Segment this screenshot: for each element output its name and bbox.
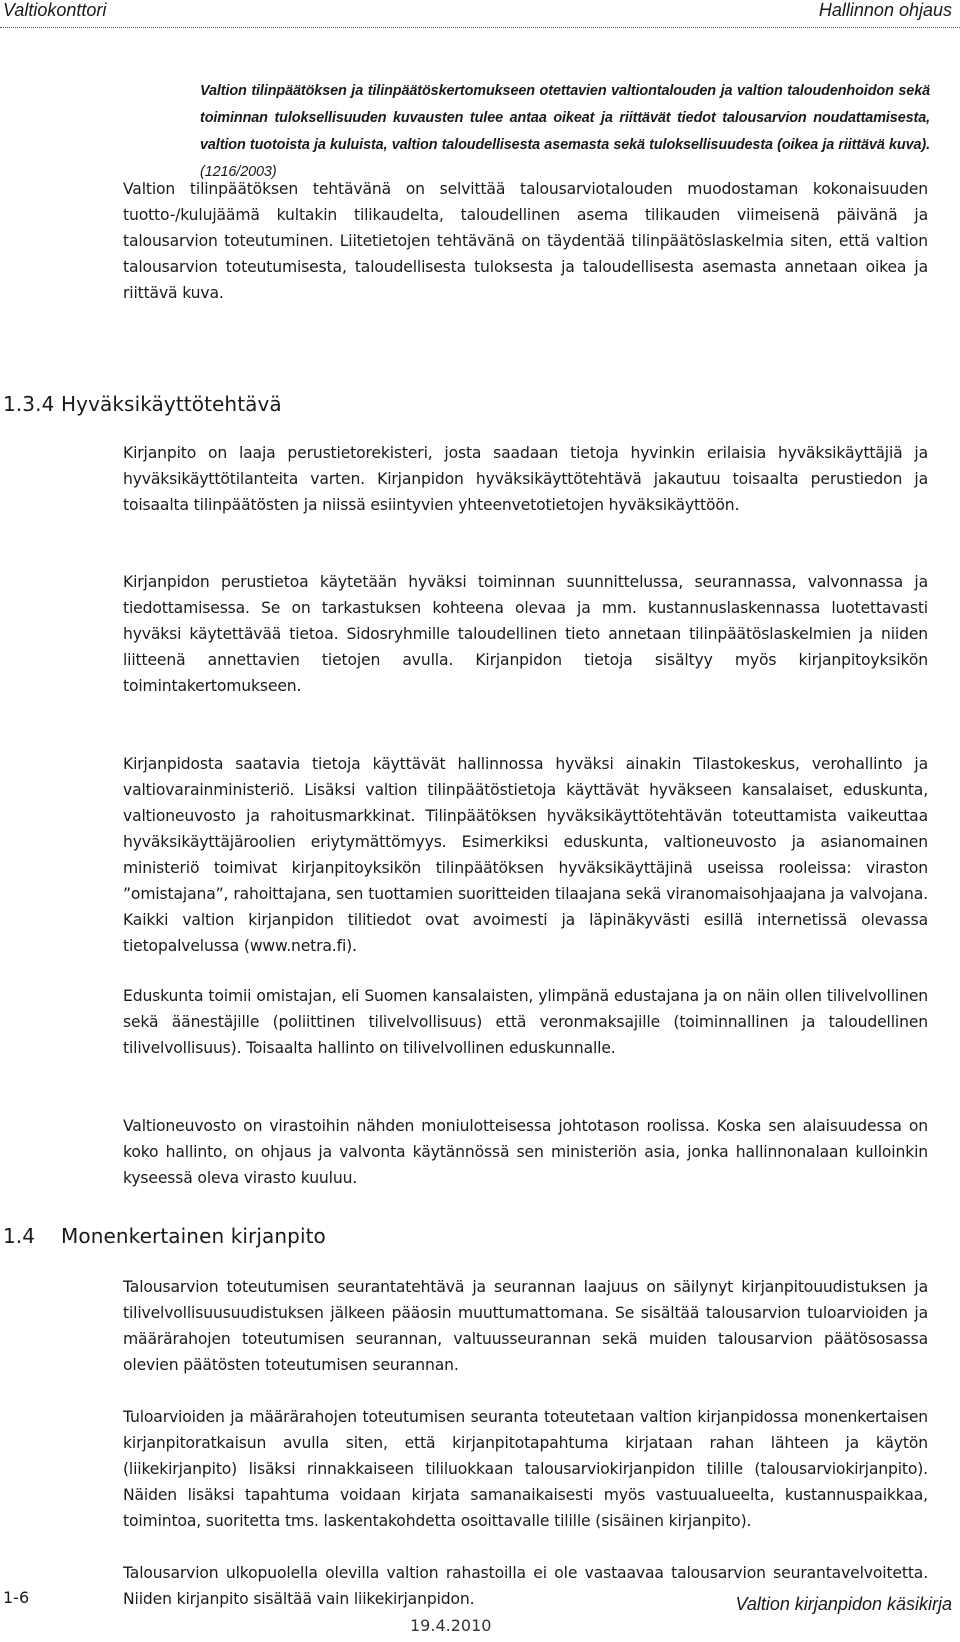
- section-heading-1-3-4: [3, 392, 282, 416]
- paragraph: Tuloarvioiden ja määrärahojen toteutumisen seuranta toteutetaan valtion kirjanpidossa monenkertaisen kirjanpitoratkaisun avulla siten, että kirjanpitotapahtuma kirjataan rahan lähteen ja käytön (liikekirjanpito) lisäksi rinnakkaiseen tililuokkaan talousarviokirjanpidon tilille (talousarviokirjanpito). Näiden lisäksi tapahtuma voidaan kirjata samanaikaisesti myös vastuualueelta, kustannuspaikkaa, toimintoa, suoritetta tms. laskentakohdetta osoittavalle tilille (sisäinen kirjanpito).: [123, 1408, 928, 1530]
- footer-date: 19.4.2010: [410, 1616, 492, 1635]
- paragraph: Kirjanpidosta saatavia tietoja käyttävät hallinnossa hyväksi ainakin Tilastokeskus, verohallinto ja valtiovarainministeriö. Lisäksi valtion tilinpäätöstietoja käyttävät hyväkseen kansalaiset, eduskunta, valtioneuvosto ja rahoitusmarkkinat. Tilinpäätöksen hyväksikäyttötehtävän toteuttamista vaikeuttaa hyväksikäyttäjäroolien eriytymättömyys. Esimerkiksi eduskunta, valtioneuvosto ja asianomainen ministeriö toimivat kirjanpitoyksikön tilinpäätöksen hyväksikäyttäjinä useissa rooleissa: viraston ”omistajana”, rahoittajana, sen tuottamien suoritteiden tilaajana sekä viranomaisohjaajana ja valvojana. Kaikki valtion kirjanpidon tilitiedot ovat avoimesti ja läpinäkyvästi esillä internetissä olevassa tietopalvelussa (www.netra.fi).: [123, 755, 928, 955]
- section-title: Monenkertainen kirjanpito: [61, 1224, 326, 1248]
- law-quote: [200, 78, 930, 186]
- law-reference: (1216/2003): [200, 164, 277, 180]
- section-number: 1.3.4: [3, 392, 55, 416]
- section-number: 1.4: [3, 1224, 36, 1248]
- footer-title: Valtion kirjanpidon käsikirja: [735, 1594, 952, 1614]
- paragraph: Kirjanpito on laaja perustietorekisteri, josta saadaan tietoja hyvinkin erilaisia hyväksikäyttäjiä ja hyväksikäyttötilanteita varten. Kirjanpidon hyväksikäyttötehtävä jakautuu toisaalta perustiedon ja toisaalta tilinpäätösten ja niissä esiintyvien yhteenvetotietojen hyväksikäyttöön.: [123, 444, 928, 514]
- intro-paragraph: Valtion tilinpäätöksen tehtävänä on selvittää talousarviotalouden muodostaman kokonaisuuden tuotto-/kulujäämä kultakin tilikaudelta, taloudellinen asema tilikauden viimeisenä päivänä ja talousarvion toteutuminen. Liitetietojen tehtävänä on täydentää tilinpäätöslaskelmia siten, että valtion talousarvion toteutumisesta, taloudellisesta tuloksesta ja taloudellisesta asemasta annetaan oikea ja riittävä kuva.: [123, 180, 928, 302]
- header-divider: [0, 27, 960, 28]
- header-left-title: Valtiokonttori: [3, 0, 107, 20]
- law-quote-text: Valtion tilinpäätöksen ja tilinpäätöskertomukseen otettavien valtiontalouden ja valtion taloudenhoidon sekä toiminnan tuloksellisuuden kuvausten tulee antaa oikeat ja riittävät tiedot talousarvion noudattamisesta, valtion tuotoista ja kuluista, valtion taloudellisesta asemasta sekä tuloksellisuudesta (oikea ja riittävä kuva).: [200, 83, 930, 153]
- section-heading-1-4: [3, 1224, 326, 1248]
- paragraph: Valtioneuvosto on virastoihin nähden moniulotteisessa johtotason roolissa. Koska sen alaisuudessa on koko hallinto, on ohjaus ja valvonta käytännössä sen ministeriön asia, jonka hallinnonalaan kulloinkin kyseessä oleva virasto kuuluu.: [123, 1117, 928, 1187]
- section-title: Hyväksikäyttötehtävä: [61, 392, 282, 416]
- header-right-title: Hallinnon ohjaus: [818, 0, 952, 20]
- paragraph: Kirjanpidon perustietoa käytetään hyväksi toiminnan suunnittelussa, seurannassa, valvonnassa ja tiedottamisessa. Se on tarkastuksen kohteena olevaa ja mm. kustannuslaskennassa luotettavasti hyväksi käytettävää tietoa. Sidosryhmille taloudellinen tieto annetaan tilinpäätöslaskelmien ja niiden liitteenä annettavien tietojen avulla. Kirjanpidon tietoja sisältyy myös kirjanpitoyksikön toimintakertomukseen.: [123, 573, 928, 695]
- paragraph: Eduskunta toimii omistajan, eli Suomen kansalaisten, ylimpänä edustajana ja on näin ollen tilivelvollinen sekä äänestäjille (poliittinen tilivelvollisuus) että veronmaksajille (toiminnallinen ja taloudellinen tilivelvollisuus). Toisaalta hallinto on tilivelvollinen eduskunnalle.: [123, 987, 928, 1057]
- paragraph: Talousarvion toteutumisen seurantatehtävä ja seurannan laajuus on säilynyt kirjanpitouudistuksen ja tilivelvollisuusuudistuksen jälkeen pääosin muuttumattomana. Se sisältää talousarvion tuloarvioiden ja määrärahojen toteutumisen seurannan, valtuusseurannan sekä muiden talousarvion päätösosassa olevien päätösten toteutumisen seurannan.: [123, 1278, 928, 1374]
- page-number: 1-6: [3, 1588, 30, 1607]
- running-header: [0, 0, 960, 24]
- paragraph: Talousarvion ulkopuolella olevilla valtion rahastoilla ei ole vastaavaa talousarvion seurantavelvoitetta. Niiden kirjanpito sisältää vain liikekirjanpidon.: [123, 1564, 928, 1608]
